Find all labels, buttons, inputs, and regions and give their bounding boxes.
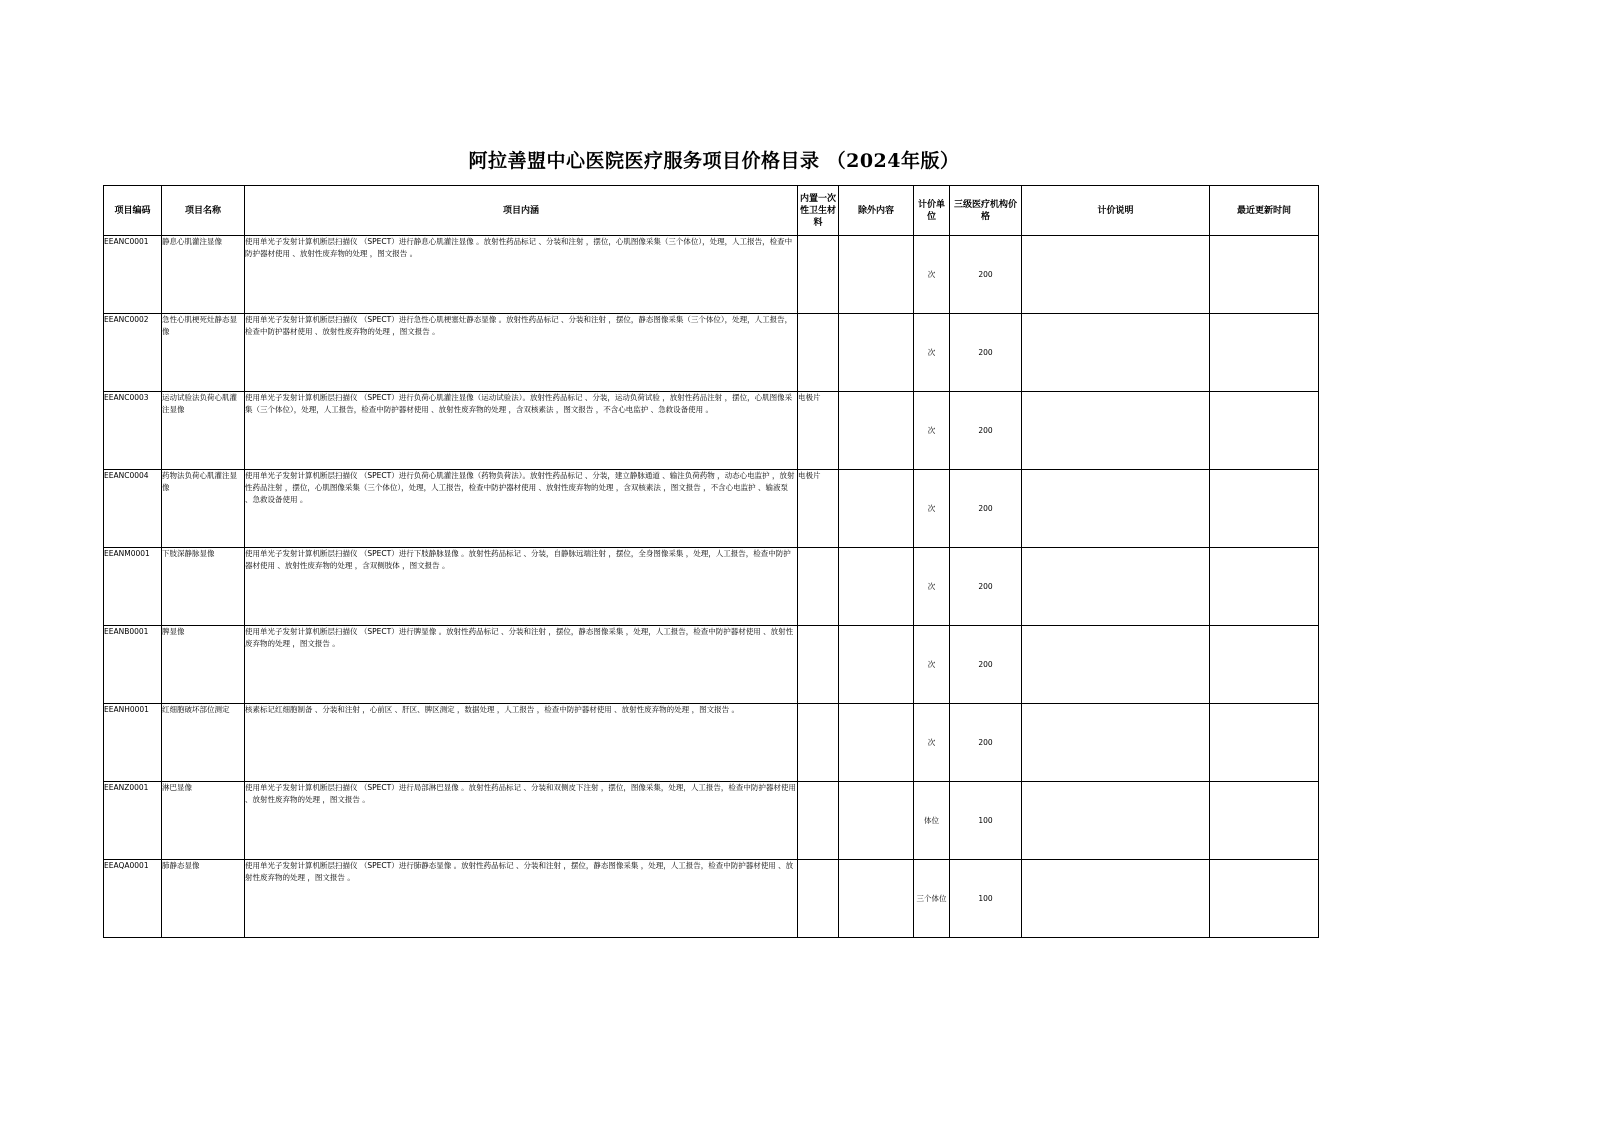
cell-exclusion [839,782,914,860]
table-row [104,626,1319,704]
cell-note [1022,548,1210,626]
cell-material [798,548,839,626]
cell-price: 200 [950,470,1022,548]
cell-name: 肺静态显像 [162,860,245,938]
cell-name: 运动试验法负荷心肌灌注显像 [162,392,245,470]
table-header-row [104,186,1319,236]
cell-updated [1210,782,1319,860]
cell-code: EEANZ0001 [104,782,162,860]
cell-updated [1210,548,1319,626]
cell-note [1022,314,1210,392]
price-table [103,185,1319,938]
cell-code: EEANC0004 [104,470,162,548]
cell-price: 100 [950,782,1022,860]
cell-note [1022,236,1210,314]
cell-price: 200 [950,704,1022,782]
cell-exclusion [839,236,914,314]
cell-content: 使用单光子发射计算机断层扫描仪 （SPECT）进行下肢静脉显像 。放射性药品标记 、分装，自静脉远端注射 ，摆位，全身图像采集 ，处理，人工报告，检查中防护器材使用 、放射性废弃物的处理 ，含双侧肢体 ，图文报告 。 [245,548,798,626]
cell-exclusion [839,392,914,470]
cell-unit: 体位 [914,782,950,860]
cell-unit: 次 [914,626,950,704]
header-name: 项目名称 [162,186,245,236]
cell-note [1022,860,1210,938]
cell-unit: 次 [914,548,950,626]
header-code: 项目编码 [104,186,162,236]
cell-code: EEANC0001 [104,236,162,314]
table-row [104,704,1319,782]
cell-name: 急性心肌梗死灶静态显像 [162,314,245,392]
cell-note [1022,626,1210,704]
cell-material [798,782,839,860]
cell-updated [1210,470,1319,548]
cell-exclusion [839,470,914,548]
header-updated: 最近更新时间 [1210,186,1319,236]
cell-exclusion [839,626,914,704]
cell-unit: 次 [914,236,950,314]
cell-code: EEANB0001 [104,626,162,704]
cell-content: 使用单光子发射计算机断层扫描仪 （SPECT）进行脾显像 。放射性药品标记 、分装和注射 ，摆位，静态图像采集 ，处理，人工报告，检查中防护器材使用 、放射性废弃物的处理 ，图文报告 。 [245,626,798,704]
cell-material [798,236,839,314]
cell-updated [1210,236,1319,314]
cell-unit: 次 [914,470,950,548]
table-row [104,392,1319,470]
cell-unit: 次 [914,704,950,782]
header-unit: 计价单位 [914,186,950,236]
cell-code: EEANC0002 [104,314,162,392]
header-price: 三级医疗机构价格 [950,186,1022,236]
table-row [104,236,1319,314]
header-exclusion: 除外内容 [839,186,914,236]
cell-unit: 次 [914,392,950,470]
cell-material [798,314,839,392]
cell-price: 200 [950,548,1022,626]
cell-note [1022,704,1210,782]
cell-price: 200 [950,626,1022,704]
cell-updated [1210,392,1319,470]
cell-content: 使用单光子发射计算机断层扫描仪 （SPECT）进行局部淋巴显像 。放射性药品标记 、分装和双侧皮下注射 ，摆位，图像采集，处理，人工报告，检查中防护器材使用 、放射性废弃物的处理 ，图文报告 。 [245,782,798,860]
cell-material: 电极片 [798,470,839,548]
cell-price: 100 [950,860,1022,938]
cell-price: 200 [950,314,1022,392]
cell-exclusion [839,548,914,626]
cell-name: 淋巴显像 [162,782,245,860]
cell-exclusion [839,314,914,392]
header-note: 计价说明 [1022,186,1210,236]
cell-updated [1210,314,1319,392]
table-row [104,782,1319,860]
table-row [104,470,1319,548]
cell-material [798,704,839,782]
cell-note [1022,392,1210,470]
cell-unit: 次 [914,314,950,392]
cell-price: 200 [950,236,1022,314]
table-row [104,314,1319,392]
cell-updated [1210,626,1319,704]
cell-updated [1210,860,1319,938]
cell-name: 静息心肌灌注显像 [162,236,245,314]
cell-material: 电极片 [798,392,839,470]
cell-material [798,860,839,938]
cell-content: 使用单光子发射计算机断层扫描仪 （SPECT）进行急性心肌梗塞灶静态显像 。放射性药品标记 、分装和注射 ，摆位，静态图像采集（三个体位），处理，人工报告，检查中防护器材使用 、放射性废弃物的处理 ，图文报告 。 [245,314,798,392]
table-row [104,860,1319,938]
cell-content: 核素标记红细胞制备 、分装和注射 ，心前区 、肝区、脾区测定 ，数据处理 ，人工报告 ，检查中防护器材使用 、放射性废弃物的处理 ，图文报告 。 [245,704,798,782]
cell-updated [1210,704,1319,782]
cell-code: EEAQA0001 [104,860,162,938]
cell-note [1022,470,1210,548]
cell-code: EEANM0001 [104,548,162,626]
header-material: 内置一次性卫生材料 [798,186,839,236]
cell-code: EEANH0001 [104,704,162,782]
cell-note [1022,782,1210,860]
cell-material [798,626,839,704]
cell-content: 使用单光子发射计算机断层扫描仪 （SPECT）进行负荷心肌灌注显像（运动试验法）。放射性药品标记 、分装，运动负荷试验 ，放射性药品注射 ，摆位，心肌图像采集（三个体位），处理，人工报告，检查中防护器材使用 、放射性废弃物的处理 ，含双核素法 ，图文报告 ，不含心电监护 、急救设备使用 。 [245,392,798,470]
cell-name: 药物法负荷心肌灌注显像 [162,470,245,548]
cell-name: 脾显像 [162,626,245,704]
cell-name: 下肢深静脉显像 [162,548,245,626]
page-title: 阿拉善盟中心医院医疗服务项目价格目录 （2024年版） [468,150,960,172]
cell-name: 红细胞破坏部位测定 [162,704,245,782]
cell-price: 200 [950,392,1022,470]
cell-content: 使用单光子发射计算机断层扫描仪 （SPECT）进行负荷心肌灌注显像（药物负荷法）。放射性药品标记 、分装，建立静脉通道 、输注负荷药物 ，动态心电监护 ，放射性药品注射 ，摆位，心肌图像采集（三个体位），处理，人工报告，检查中防护器材使用 、放射性废弃物的处理 ，含双核素法 ，图文报告 ，不含心电监护 、输液泵 、急救设备使用 。 [245,470,798,548]
table-row [104,548,1319,626]
cell-exclusion [839,704,914,782]
cell-exclusion [839,860,914,938]
cell-code: EEANC0003 [104,392,162,470]
header-content: 项目内涵 [245,186,798,236]
cell-content: 使用单光子发射计算机断层扫描仪 （SPECT）进行静息心肌灌注显像 。放射性药品标记 、分装和注射 ，摆位，心肌图像采集（三个体位），处理，人工报告，检查中防护器材使用 、放射性废弃物的处理 ，图文报告 。 [245,236,798,314]
cell-content: 使用单光子发射计算机断层扫描仪 （SPECT）进行肺静态显像 。放射性药品标记 、分装和注射 ，摆位，静态图像采集 ，处理，人工报告，检查中防护器材使用 、放射性废弃物的处理 ，图文报告 。 [245,860,798,938]
cell-unit: 三个体位 [914,860,950,938]
